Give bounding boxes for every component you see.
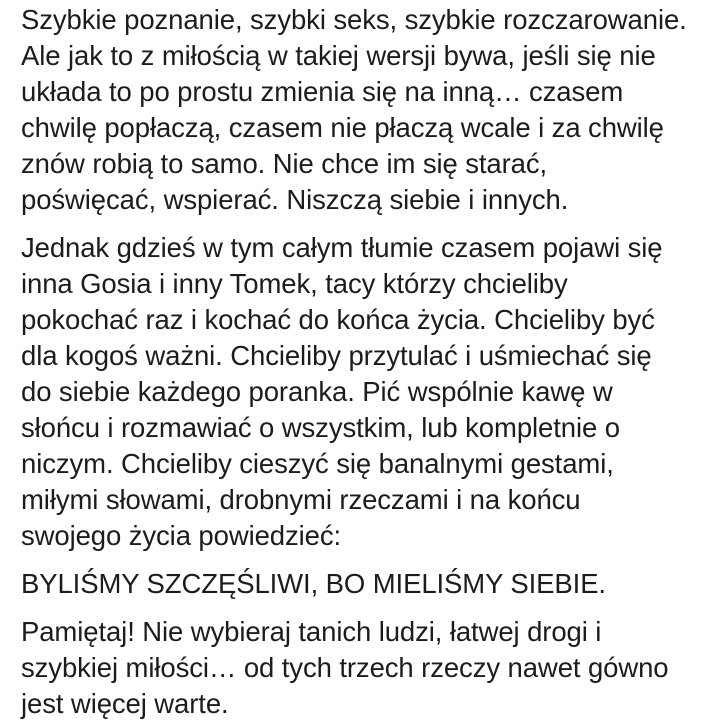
- text-line: dla kogoś ważni. Chcieliby przytulać i uśmiechać się: [21, 340, 652, 371]
- text-line: Pamiętaj! Nie wybieraj tanich ludzi, łatwej drogi i: [21, 616, 602, 647]
- post-text: [21, 0, 697, 722]
- text-line: pokochać raz i kochać do końca życia. Chcieliby być: [21, 304, 655, 335]
- text-line: swojego życia powiedzieć:: [21, 520, 342, 551]
- paragraph-gap: [21, 554, 697, 566]
- text-line: znów robią to samo. Nie chce im się starać,: [21, 148, 548, 179]
- text-line: układa to po prostu zmienia się na inną… czasem: [21, 76, 624, 107]
- paragraph-1: [21, 2, 697, 218]
- paragraph-3: [21, 566, 697, 602]
- text-line: chwilę popłaczą, czasem nie płaczą wcale i za chwilę: [21, 112, 664, 143]
- text-line: inna Gosia i inny Tomek, tacy którzy chcieliby: [21, 268, 568, 299]
- paragraph-gap: [21, 218, 697, 230]
- text-line: Jednak gdzieś w tym całym tłumie czasem pojawi się: [21, 232, 663, 263]
- text-line: niczym. Chcieliby cieszyć się banalnymi gestami,: [21, 448, 614, 479]
- text-line: szybkiej miłości… od tych trzech rzeczy nawet gówno: [21, 652, 669, 683]
- text-line: słońcu i rozmawiać o wszystkim, lub kompletnie o: [21, 412, 620, 443]
- text-line: BYLIŚMY SZCZĘŚLIWI, BO MIELIŚMY SIEBIE.: [21, 568, 606, 599]
- text-line: poświęcać, wspierać. Niszczą siebie i innych.: [21, 184, 569, 215]
- paragraph-gap: [21, 602, 697, 614]
- text-line: jest więcej warte.: [21, 688, 229, 719]
- text-line: Szybkie poznanie, szybki seks, szybkie rozczarowanie.: [21, 4, 687, 35]
- paragraph-4: [21, 614, 697, 722]
- text-line: miłymi słowami, drobnymi rzeczami i na końcu: [21, 484, 581, 515]
- paragraph-2: [21, 230, 697, 554]
- text-line: do siebie każdego poranka. Pić wspólnie kawę w: [21, 376, 613, 407]
- text-line: Ale jak to z miłością w takiej wersji bywa, jeśli się nie: [21, 40, 656, 71]
